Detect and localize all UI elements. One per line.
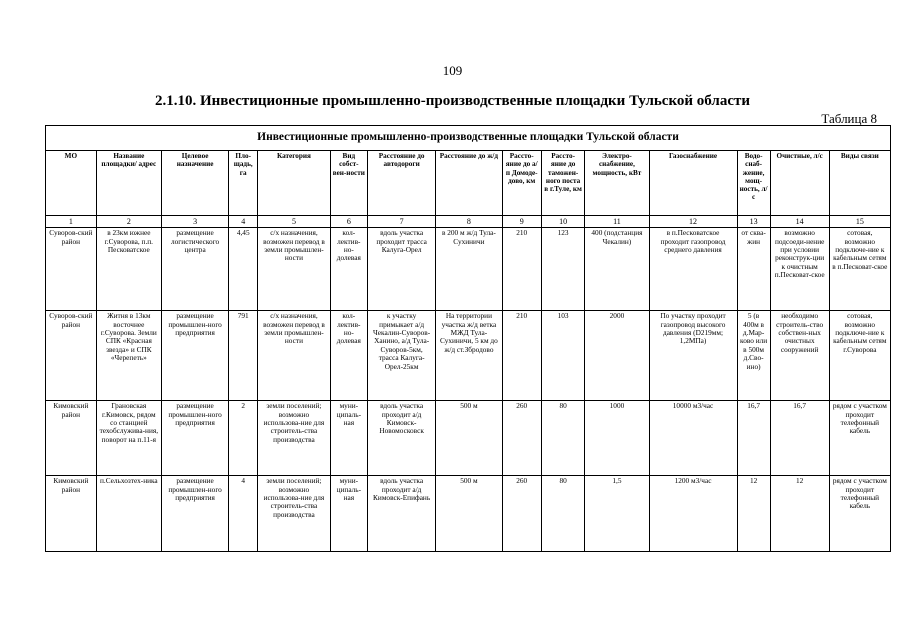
table-caption: Инвестиционные промышленно-производственные площадки Тульской области (46, 126, 891, 151)
cell-road-distance: вдоль участка проходит трасса Калуга-Орел (367, 228, 435, 311)
cell-airport-distance: 260 (502, 401, 541, 476)
cell-category: с/х назначения, возможен перевод в земли промышлен-ности (258, 311, 330, 401)
cell-road-distance: к участку примыкает а/д Чекалин-Суворов-Ханино, а/д Тула-Суворов-5км, трасса Калуга-Орел-25км (367, 311, 435, 401)
column-number: 8 (436, 216, 502, 228)
header-cell: Вид собст-вен-ности (330, 151, 367, 216)
cell-purpose: размещение промышлен-ного предприятия (161, 401, 228, 476)
column-number-row (46, 216, 891, 228)
cell-power: 400 (подстанция Чекалин) (585, 228, 649, 311)
cell-communication: рядом с участком проходит телефонный кабель (829, 476, 890, 552)
cell-treatment: необходимо строитель-ство собствен-ных очистных сооружений (770, 311, 829, 401)
cell-purpose: размещение логистического центра (161, 228, 228, 311)
cell-communication: сотовая, возможно подключе-ние к кабельным сетям г.Суворова (829, 311, 890, 401)
cell-rail-distance: На территории участка ж/д ветка МЖД Тула-Сухиничи, 5 км до ж/д ст.Збродово (436, 311, 502, 401)
column-number: 10 (541, 216, 584, 228)
cell-customs-distance: 80 (541, 476, 584, 552)
cell-ownership: муни-ципаль-ная (330, 401, 367, 476)
cell-communication: рядом с участком проходит телефонный кабель (829, 401, 890, 476)
table-row (46, 228, 891, 311)
cell-area: 4 (229, 476, 258, 552)
cell-power: 1,5 (585, 476, 649, 552)
cell-gas: 10000 м3/час (649, 401, 737, 476)
column-number: 3 (161, 216, 228, 228)
cell-gas: По участку проходит газопровод высокого давления (D219мм; 1,2МПа) (649, 311, 737, 401)
column-number: 11 (585, 216, 649, 228)
header-cell: Расстояние до ж/д (436, 151, 502, 216)
cell-purpose: размещение промышлен-ного предприятия (161, 311, 228, 401)
cell-customs-distance: 123 (541, 228, 584, 311)
column-number: 12 (649, 216, 737, 228)
column-number: 9 (502, 216, 541, 228)
cell-ownership: кол-лектив-но-долевая (330, 311, 367, 401)
cell-communication: сотовая, возможно подключе-ние к кабельным сетям в п.Песковат-ское (829, 228, 890, 311)
cell-mo: Суворов-ский район (46, 228, 97, 311)
cell-customs-distance: 103 (541, 311, 584, 401)
cell-water: от сква-жин (737, 228, 770, 311)
header-cell: Рассто-яние до а/п Домоде-дово, км (502, 151, 541, 216)
header-cell: Очистные, л/с (770, 151, 829, 216)
cell-rail-distance: в 200 м ж/д Тула-Сухиничи (436, 228, 502, 311)
header-cell: Расстояние до автодороги (367, 151, 435, 216)
column-number: 4 (229, 216, 258, 228)
cell-water: 16,7 (737, 401, 770, 476)
header-row (46, 151, 891, 216)
page-number: 109 (442, 63, 463, 78)
cell-road-distance: вдоль участка проходит а/д Кимовск-Новомосковск (367, 401, 435, 476)
table-row (46, 476, 891, 552)
cell-mo: Кимовский район (46, 476, 97, 552)
cell-mo: Суворов-ский район (46, 311, 97, 401)
cell-airport-distance: 260 (502, 476, 541, 552)
column-number: 5 (258, 216, 330, 228)
cell-power: 2000 (585, 311, 649, 401)
cell-site-name: п.Сельхозтех-ника (96, 476, 161, 552)
column-number: 15 (829, 216, 890, 228)
header-cell: МО (46, 151, 97, 216)
cell-category: с/х назначения, возможен перевод в земли промышлен-ности (258, 228, 330, 311)
column-number: 7 (367, 216, 435, 228)
cell-power: 1000 (585, 401, 649, 476)
cell-water: 12 (737, 476, 770, 552)
cell-gas: 1200 м3/час (649, 476, 737, 552)
header-cell: Электро-снабжение, мощность, кВт (585, 151, 649, 216)
header-cell: Название площадки/ адрес (96, 151, 161, 216)
cell-site-name: в 23км южнее г.Суворова, п.п. Песковатское (96, 228, 161, 311)
header-cell: Целевое назначение (161, 151, 228, 216)
header-cell: Рассто-яние до таможен-ного поста в г.Туле, км (541, 151, 584, 216)
column-number: 13 (737, 216, 770, 228)
column-number: 2 (96, 216, 161, 228)
table-row (46, 311, 891, 401)
cell-treatment: 16,7 (770, 401, 829, 476)
cell-ownership: муни-ципаль-ная (330, 476, 367, 552)
cell-category: земли поселений; возможно использова-ние для строитель-ства производства (258, 476, 330, 552)
header-cell: Газоснабжение (649, 151, 737, 216)
cell-site-name: Грановская г.Кимовск, рядом со станцией техобслужива-ния, поворот на п.11-я (96, 401, 161, 476)
column-number: 1 (46, 216, 97, 228)
cell-site-name: Житня в 13км восточнее г.Суворова. Земли СПК «Красная звезда» и СПК «Черепеть» (96, 311, 161, 401)
cell-area: 4,45 (229, 228, 258, 311)
cell-area: 2 (229, 401, 258, 476)
cell-water: 5 (в 400м в д.Мар-ково или в 500м д.Сво-ино) (737, 311, 770, 401)
header-cell: Водо-снаб-жение, мощ-ность, л/с (737, 151, 770, 216)
cell-purpose: размещение промышлен-ного предприятия (161, 476, 228, 552)
cell-customs-distance: 80 (541, 401, 584, 476)
cell-rail-distance: 500 м (436, 401, 502, 476)
header-cell: Виды связи (829, 151, 890, 216)
cell-airport-distance: 210 (502, 228, 541, 311)
cell-airport-distance: 210 (502, 311, 541, 401)
cell-treatment: возможно подсоеди-нение при условии реконструк-ции к очистным п.Песковат-ское (770, 228, 829, 311)
cell-treatment: 12 (770, 476, 829, 552)
column-number: 6 (330, 216, 367, 228)
column-number: 14 (770, 216, 829, 228)
cell-mo: Кимовский район (46, 401, 97, 476)
cell-road-distance: вдоль участка проходит а/д Кимовск-Епифань (367, 476, 435, 552)
cell-category: земли поселений; возможно использова-ние для строитель-ства производства (258, 401, 330, 476)
section-title: 2.1.10. Инвестиционные промышленно-производственные площадки Тульской области (154, 93, 751, 109)
investment-sites-table (45, 125, 891, 552)
cell-area: 791 (229, 311, 258, 401)
cell-gas: в п.Песковатское проходит газопровод среднего давления (649, 228, 737, 311)
cell-rail-distance: 500 м (436, 476, 502, 552)
header-cell: Пло-щадь, га (229, 151, 258, 216)
table-label: Таблица 8 (821, 111, 877, 126)
cell-ownership: кол-лектив-но-долевая (330, 228, 367, 311)
table-row (46, 401, 891, 476)
header-cell: Категория (258, 151, 330, 216)
